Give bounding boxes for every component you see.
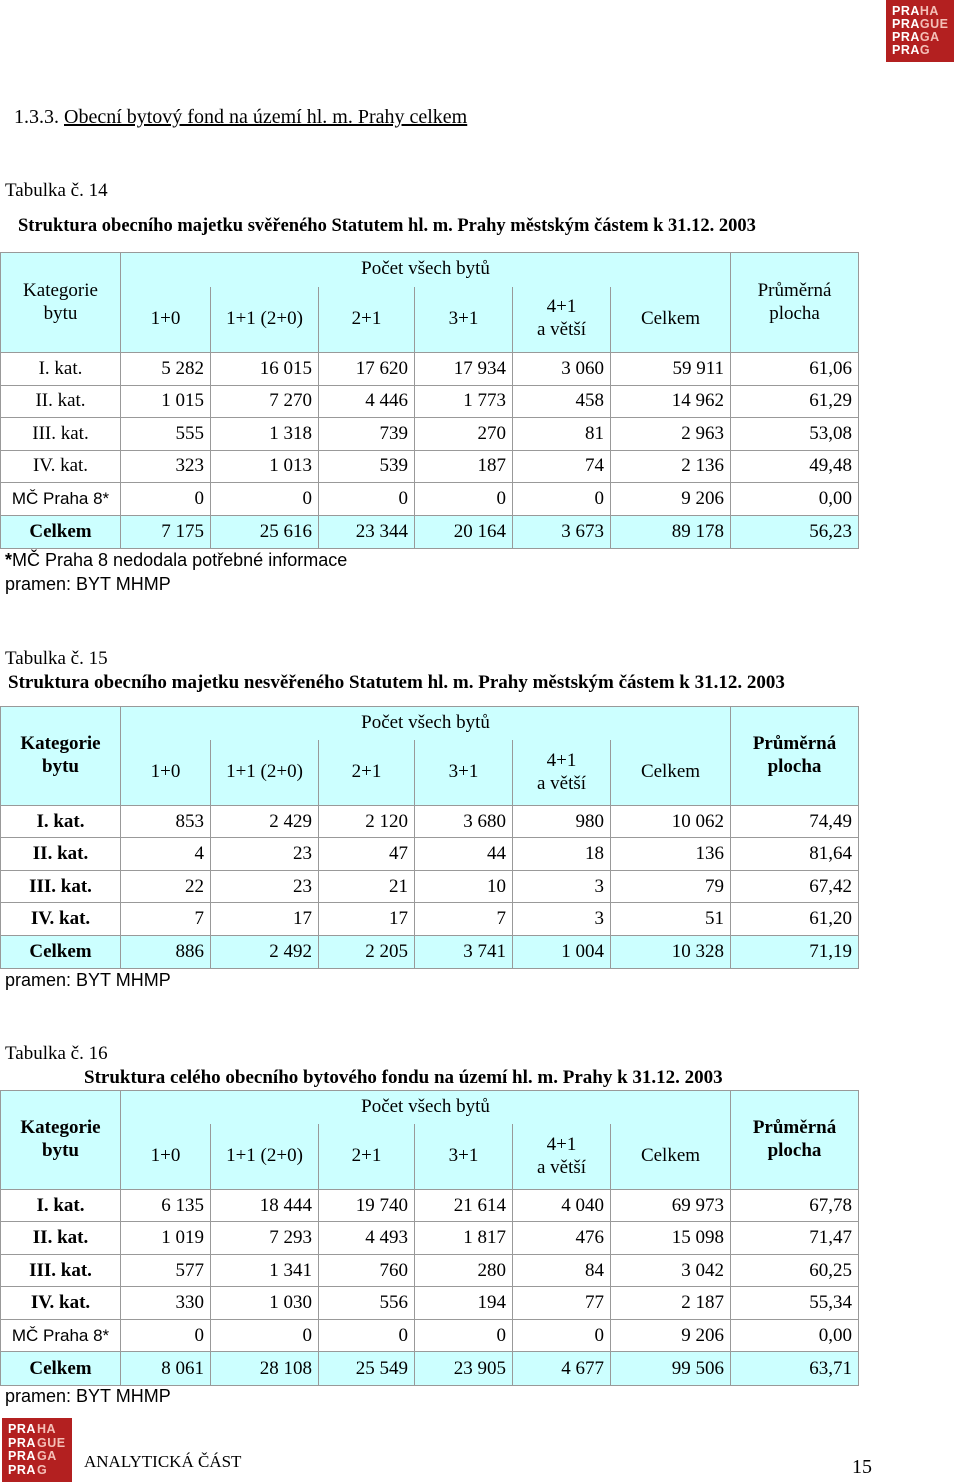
- header-col-c6: Celkem: [611, 287, 731, 353]
- table-cell: 47: [319, 838, 415, 871]
- t16-caption: Struktura celého obecního bytového fondu na území hl. m. Prahy k 31.12. 2003: [84, 1067, 723, 1088]
- header-col-c2: 1+1 (2+0): [211, 740, 319, 805]
- total-cell: 25 616: [211, 515, 319, 549]
- total-cell: 2 205: [319, 935, 415, 969]
- table-row: [1, 1189, 859, 1222]
- table-cell: 79: [611, 870, 731, 903]
- table-cell: 67,78: [731, 1189, 859, 1222]
- table-cell: 539: [319, 450, 415, 483]
- header-row: [1, 1124, 859, 1189]
- table-cell: 7 293: [211, 1222, 319, 1255]
- table-row: [1, 805, 859, 838]
- table-cell: 0: [319, 483, 415, 516]
- table-cell: 270: [415, 418, 513, 451]
- table-cell: 1 773: [415, 385, 513, 418]
- section-title-text: Obecní bytový fond na území hl. m. Prahy celkem: [64, 106, 468, 128]
- total-cell: 886: [121, 935, 211, 969]
- t16-number: Tabulka č. 16: [5, 1043, 108, 1064]
- header-row: [1, 707, 859, 741]
- header-col-c2: 1+1 (2+0): [211, 287, 319, 353]
- table-cell: 74,49: [731, 805, 859, 838]
- praha-logo-top: [886, 0, 954, 62]
- table-cell: 0: [415, 483, 513, 516]
- table-cell: 7 270: [211, 385, 319, 418]
- header-pocet: Počet všech bytů: [121, 253, 731, 287]
- table-row: [1, 1319, 859, 1352]
- logo-cell: GA: [37, 1449, 57, 1463]
- table-cell: 17 620: [319, 353, 415, 386]
- table-row: [1, 838, 859, 871]
- total-cell: 8 061: [121, 1352, 211, 1386]
- table-cell: 476: [513, 1222, 611, 1255]
- table-cell: 7: [121, 903, 211, 936]
- header-col-c1: 1+0: [121, 740, 211, 805]
- row-category: II. kat.: [1, 838, 121, 871]
- table-cell: 556: [319, 1287, 415, 1320]
- table-cell: 1 318: [211, 418, 319, 451]
- table-cell: 61,20: [731, 903, 859, 936]
- table-cell: 3 680: [415, 805, 513, 838]
- row-category: I. kat.: [1, 805, 121, 838]
- table-cell: 5 282: [121, 353, 211, 386]
- header-col-c1: 1+0: [121, 287, 211, 353]
- logo-cell: PRA: [8, 1462, 36, 1477]
- table-row: [1, 450, 859, 483]
- table-cell: 0: [513, 483, 611, 516]
- logo-cell: PRA: [892, 30, 920, 44]
- t15-caption: Struktura obecního majetku nesvěřeného Statutem hl. m. Prahy městským částem k 31.12. 2003: [8, 672, 785, 693]
- total-cell: 4 677: [513, 1352, 611, 1386]
- total-cell: 71,19: [731, 935, 859, 969]
- total-cell: 23 905: [415, 1352, 513, 1386]
- logo-cell: PRA: [8, 1449, 36, 1463]
- header-kategorie-line2: bytu: [42, 1139, 79, 1161]
- table-cell: 330: [121, 1287, 211, 1320]
- header-col-c3: 2+1: [319, 740, 415, 805]
- total-cell: 3 741: [415, 935, 513, 969]
- header-col-c6: Celkem: [611, 1124, 731, 1189]
- t16-source: pramen: BYT MHMP: [5, 1386, 171, 1406]
- praha-logo-bottom: [2, 1418, 72, 1482]
- header-kategorie-line2: bytu: [43, 302, 78, 324]
- table-cell: 84: [513, 1254, 611, 1287]
- table-cell: 17: [319, 903, 415, 936]
- row-category: III. kat.: [1, 870, 121, 903]
- table-cell: 69 973: [611, 1189, 731, 1222]
- table-cell: 1 015: [121, 385, 211, 418]
- table-cell: 21 614: [415, 1189, 513, 1222]
- table-cell: 555: [121, 418, 211, 451]
- table-cell: 61,06: [731, 353, 859, 386]
- table-cell: 74: [513, 450, 611, 483]
- table-row: [1, 1287, 859, 1320]
- table-cell: 0: [121, 1319, 211, 1352]
- logo-cell: PRA: [8, 1422, 36, 1436]
- header-col-c4: 3+1: [415, 287, 513, 353]
- row-category: I. kat.: [1, 353, 121, 386]
- row-category: IV. kat.: [1, 903, 121, 936]
- table-cell: 0: [211, 1319, 319, 1352]
- table-cell: 17 934: [415, 353, 513, 386]
- total-cell: 89 178: [611, 515, 731, 549]
- table-cell: 2 963: [611, 418, 731, 451]
- table-cell: 4 446: [319, 385, 415, 418]
- header-kategorie: [1, 707, 121, 806]
- logo-cell: PRA: [892, 43, 920, 57]
- table-cell: 0,00: [731, 483, 859, 516]
- header-prumerna: Průměrná: [752, 733, 837, 755]
- table-cell: 760: [319, 1254, 415, 1287]
- t14-note-text: MČ Praha 8 nedodala potřebné informace: [12, 550, 348, 570]
- logo-cell: GUE: [919, 17, 949, 31]
- t14-caption: Struktura obecního majetku svěřeného Statutem hl. m. Prahy městským částem k 31.12. 2003: [18, 216, 756, 236]
- header-col-c3: 2+1: [319, 287, 415, 353]
- table-cell: 2 187: [611, 1287, 731, 1320]
- table-cell: 14 962: [611, 385, 731, 418]
- table-cell: 187: [415, 450, 513, 483]
- header-a-vetsi: a větší: [536, 1156, 587, 1178]
- note-star: *: [5, 550, 13, 570]
- table-cell: 2 120: [319, 805, 415, 838]
- total-cell: 1 004: [513, 935, 611, 969]
- total-row: [1, 515, 859, 549]
- table-cell: 1 019: [121, 1222, 211, 1255]
- table-cell: 77: [513, 1287, 611, 1320]
- table-cell: 4 493: [319, 1222, 415, 1255]
- table-row: [1, 353, 859, 386]
- table-cell: 4: [121, 838, 211, 871]
- table-cell: 4 040: [513, 1189, 611, 1222]
- table-cell: 19 740: [319, 1189, 415, 1222]
- table-row: [1, 903, 859, 936]
- table-cell: 0: [121, 483, 211, 516]
- table-cell: 2 429: [211, 805, 319, 838]
- table-cell: 7: [415, 903, 513, 936]
- table-cell: 10 062: [611, 805, 731, 838]
- header-kategorie: [1, 253, 121, 353]
- row-category: MČ Praha 8*: [1, 1319, 121, 1352]
- header-4plus1: 4+1: [546, 296, 577, 318]
- table-cell: 15 098: [611, 1222, 731, 1255]
- table-row: [1, 385, 859, 418]
- header-pocet: Počet všech bytů: [121, 707, 731, 741]
- table-cell: 18: [513, 838, 611, 871]
- table-cell: 61,29: [731, 385, 859, 418]
- table-cell: 16 015: [211, 353, 319, 386]
- header-col-c4: 3+1: [415, 1124, 513, 1189]
- total-cell: 2 492: [211, 935, 319, 969]
- table-16: [0, 1090, 859, 1386]
- total-cell: 20 164: [415, 515, 513, 549]
- table-cell: 59 911: [611, 353, 731, 386]
- header-col-c2: 1+1 (2+0): [211, 1124, 319, 1189]
- table-cell: 60,25: [731, 1254, 859, 1287]
- total-label: Celkem: [1, 515, 121, 549]
- table-cell: 71,47: [731, 1222, 859, 1255]
- header-col-c1: 1+0: [121, 1124, 211, 1189]
- header-col-c5: [513, 1124, 611, 1189]
- total-cell: 7 175: [121, 515, 211, 549]
- table-cell: 3: [513, 903, 611, 936]
- header-kategorie-line1: Kategorie: [20, 733, 101, 755]
- table-cell: 6 135: [121, 1189, 211, 1222]
- header-prumerna: Průměrná: [752, 1117, 837, 1139]
- header-col-c5: [513, 287, 611, 353]
- section-number: 1.3.3.: [14, 106, 59, 128]
- table-cell: 0: [415, 1319, 513, 1352]
- logo-cell: GUE: [37, 1435, 66, 1450]
- row-category: I. kat.: [1, 1189, 121, 1222]
- total-cell: 23 344: [319, 515, 415, 549]
- header-a-vetsi: a větší: [536, 772, 587, 794]
- table-cell: 3 042: [611, 1254, 731, 1287]
- table-cell: 1 817: [415, 1222, 513, 1255]
- page-number: 15: [852, 1456, 872, 1478]
- table-cell: 44: [415, 838, 513, 871]
- total-cell: 28 108: [211, 1352, 319, 1386]
- total-row: [1, 935, 859, 969]
- logo-cell: PRA: [892, 4, 920, 18]
- header-prumerna: Průměrná: [757, 279, 832, 301]
- header-kategorie-line1: Kategorie: [23, 279, 98, 301]
- header-row: [1, 287, 859, 353]
- header-col-c3: 2+1: [319, 1124, 415, 1189]
- row-category: MČ Praha 8*: [1, 483, 121, 516]
- section-title: [14, 106, 467, 129]
- table-cell: 980: [513, 805, 611, 838]
- header-row: [1, 1091, 859, 1125]
- header-plocha: plocha: [769, 302, 820, 324]
- header-col-c5: [513, 740, 611, 805]
- table-row: [1, 483, 859, 516]
- table-cell: 9 206: [611, 1319, 731, 1352]
- header-row: [1, 253, 859, 287]
- table-cell: 0: [211, 483, 319, 516]
- table-cell: 9 206: [611, 483, 731, 516]
- total-cell: 63,71: [731, 1352, 859, 1386]
- row-category: IV. kat.: [1, 1287, 121, 1320]
- row-category: II. kat.: [1, 385, 121, 418]
- row-category: III. kat.: [1, 418, 121, 451]
- table-cell: 194: [415, 1287, 513, 1320]
- table-cell: 739: [319, 418, 415, 451]
- header-plocha: plocha: [767, 1139, 822, 1161]
- logo-cell: G: [37, 1462, 48, 1477]
- row-category: II. kat.: [1, 1222, 121, 1255]
- total-cell: 25 549: [319, 1352, 415, 1386]
- table-cell: 51: [611, 903, 731, 936]
- total-cell: 99 506: [611, 1352, 731, 1386]
- table-cell: 577: [121, 1254, 211, 1287]
- table-cell: 17: [211, 903, 319, 936]
- header-row: [1, 740, 859, 805]
- logo-cell: HA: [919, 4, 939, 18]
- t15-source: pramen: BYT MHMP: [5, 970, 171, 990]
- logo-cell: PRA: [8, 1435, 36, 1450]
- total-label: Celkem: [1, 935, 121, 969]
- t14-source: pramen: BYT MHMP: [5, 574, 171, 594]
- table-cell: 458: [513, 385, 611, 418]
- table-cell: 67,42: [731, 870, 859, 903]
- header-kategorie: [1, 1091, 121, 1190]
- table-cell: 49,48: [731, 450, 859, 483]
- row-category: III. kat.: [1, 1254, 121, 1287]
- table-cell: 2 136: [611, 450, 731, 483]
- header-prumerna-plocha: [731, 253, 859, 353]
- header-kategorie-line1: Kategorie: [20, 1117, 101, 1139]
- header-a-vetsi: a větší: [536, 319, 587, 341]
- logo-cell: PRA: [892, 17, 920, 31]
- table-cell: 1 013: [211, 450, 319, 483]
- footer-label: ANALYTICKÁ ČÁST: [84, 1452, 242, 1471]
- table-cell: 0: [319, 1319, 415, 1352]
- table-cell: 22: [121, 870, 211, 903]
- table-cell: 280: [415, 1254, 513, 1287]
- header-prumerna-plocha: [731, 707, 859, 806]
- table-row: [1, 1222, 859, 1255]
- table-cell: 10: [415, 870, 513, 903]
- total-cell: 56,23: [731, 515, 859, 549]
- table-cell: 853: [121, 805, 211, 838]
- total-cell: 3 673: [513, 515, 611, 549]
- table-row: [1, 870, 859, 903]
- total-row: [1, 1352, 859, 1386]
- table-cell: 18 444: [211, 1189, 319, 1222]
- table-cell: 53,08: [731, 418, 859, 451]
- header-4plus1: 4+1: [546, 749, 577, 771]
- header-col-c4: 3+1: [415, 740, 513, 805]
- table-cell: 1 341: [211, 1254, 319, 1287]
- header-4plus1: 4+1: [546, 1133, 577, 1155]
- t14-number: Tabulka č. 14: [5, 180, 108, 201]
- logo-cell: GA: [919, 30, 940, 44]
- header-prumerna-plocha: [731, 1091, 859, 1190]
- table-cell: 81: [513, 418, 611, 451]
- table-cell: 21: [319, 870, 415, 903]
- total-cell: 10 328: [611, 935, 731, 969]
- t14-note: [5, 550, 347, 571]
- table-row: [1, 418, 859, 451]
- table-cell: 55,34: [731, 1287, 859, 1320]
- table-cell: 3: [513, 870, 611, 903]
- header-plocha: plocha: [767, 755, 822, 777]
- table-cell: 81,64: [731, 838, 859, 871]
- table-cell: 0,00: [731, 1319, 859, 1352]
- row-category: IV. kat.: [1, 450, 121, 483]
- table-14: [0, 252, 859, 549]
- table-cell: 1 030: [211, 1287, 319, 1320]
- header-col-c6: Celkem: [611, 740, 731, 805]
- table-row: [1, 1254, 859, 1287]
- logo-cell: G: [919, 43, 931, 57]
- table-cell: 136: [611, 838, 731, 871]
- table-15: [0, 706, 859, 969]
- t15-number: Tabulka č. 15: [5, 648, 108, 669]
- table-cell: 0: [513, 1319, 611, 1352]
- table-cell: 23: [211, 870, 319, 903]
- total-label: Celkem: [1, 1352, 121, 1386]
- logo-cell: HA: [37, 1422, 57, 1436]
- header-kategorie-line2: bytu: [42, 755, 79, 777]
- table-cell: 3 060: [513, 353, 611, 386]
- table-cell: 23: [211, 838, 319, 871]
- table-cell: 323: [121, 450, 211, 483]
- header-pocet: Počet všech bytů: [121, 1091, 731, 1125]
